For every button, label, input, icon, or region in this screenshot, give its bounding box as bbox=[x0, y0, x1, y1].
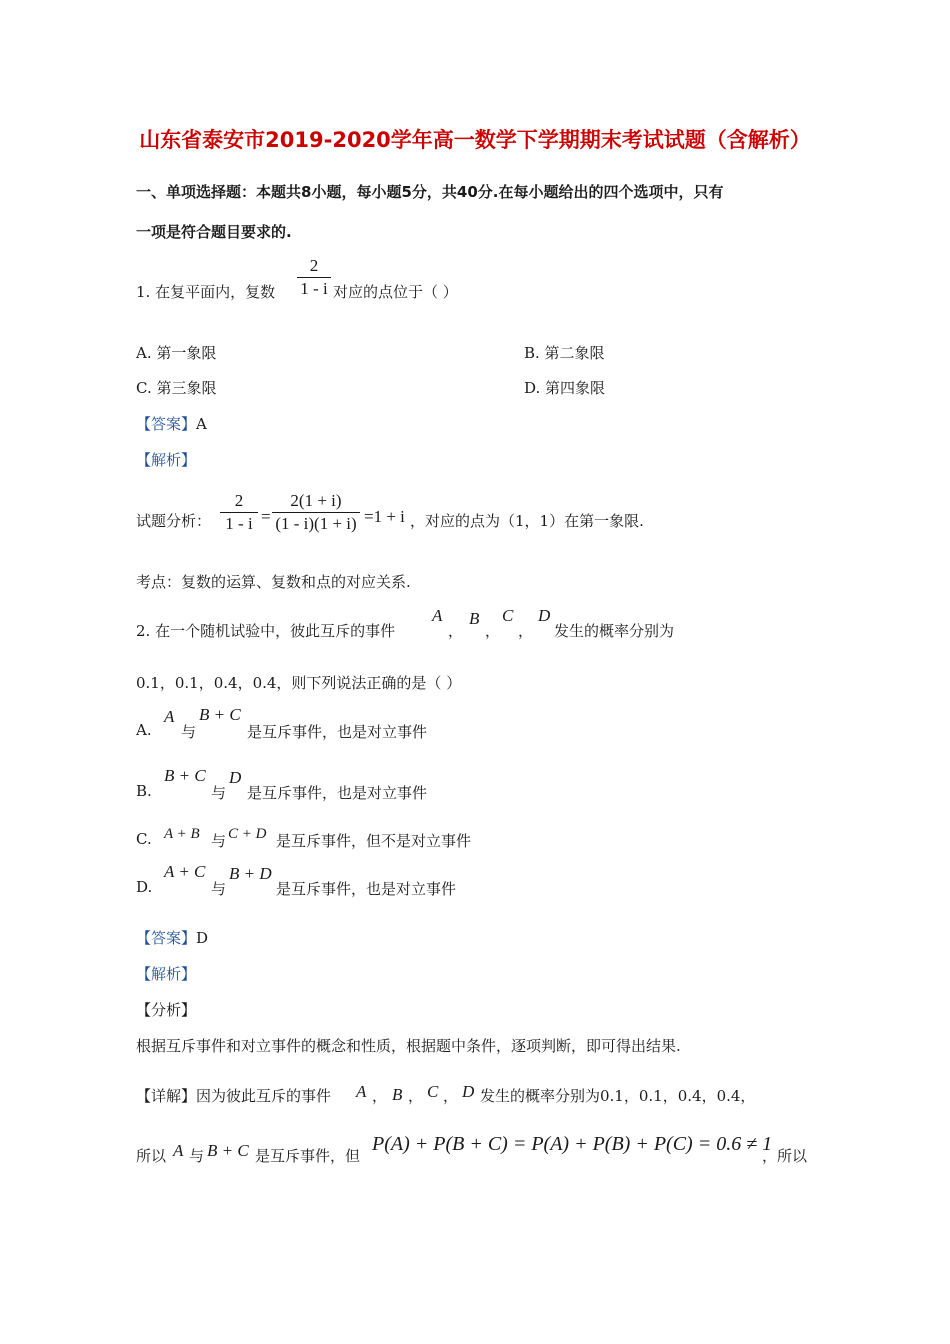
q2-event-c: C bbox=[502, 606, 514, 625]
q1-answer bbox=[136, 413, 207, 434]
q2-option-a-text: 是互斥事件，也是对立事件 bbox=[247, 723, 428, 741]
q2-detail-a: A bbox=[356, 1082, 367, 1101]
q2-fenxi-text: 根据互斥事件和对立事件的概念和性质，根据题中条件，逐项判断，即可得出结果. bbox=[136, 1037, 681, 1055]
q2-option-b-m2: D bbox=[229, 768, 242, 787]
q2-detail-comma-1: ， bbox=[372, 1087, 388, 1105]
q1-fraction-numerator: 2 bbox=[309, 256, 319, 275]
q2-answer-value: D bbox=[196, 929, 209, 947]
q2-comma-2: ， bbox=[485, 622, 501, 640]
q1-solution-f1-num: 2 bbox=[234, 491, 244, 510]
q2-detail-comma-3: ， bbox=[443, 1087, 459, 1105]
q2-detail-text2: 发生的概率分别为0.1，0.1，0.4，0.4， bbox=[480, 1087, 756, 1105]
q2-option-a-m2: B + C bbox=[199, 705, 241, 724]
q2-line1-prefix: 2. 在一个随机试验中，彼此互斥的事件 bbox=[136, 622, 396, 640]
q2-option-d-text: 是互斥事件，也是对立事件 bbox=[276, 880, 457, 898]
q1-suffix: 对应的点位于（ ） bbox=[333, 283, 458, 301]
q1-option-d: D. 第四象限 bbox=[524, 379, 606, 397]
q2-option-a-with: 与 bbox=[181, 723, 197, 741]
q2-last-mid: 是互斥事件，但 bbox=[255, 1147, 361, 1165]
q1-option-c: C. 第三象限 bbox=[136, 379, 217, 397]
q2-last-prefix: 所以 bbox=[136, 1147, 167, 1165]
q1-solution-fraction-1 bbox=[220, 490, 258, 535]
q2-detail-c: C bbox=[427, 1082, 439, 1101]
q2-comma-3: ， bbox=[518, 622, 534, 640]
q2-option-d-m2: B + D bbox=[229, 864, 272, 883]
q2-fenxi-tag: 【分析】 bbox=[136, 1001, 197, 1019]
q2-answer bbox=[136, 927, 208, 948]
q2-option-d-with: 与 bbox=[211, 880, 227, 898]
section-heading-line2: 一项是符合题目要求的. bbox=[136, 223, 292, 241]
q1-fraction-denominator: 1 - i bbox=[300, 279, 328, 298]
q1-solution-f1-den: 1 - i bbox=[225, 514, 253, 533]
q2-detail-tag: 【详解】 bbox=[136, 1087, 197, 1105]
q2-comma-1: ， bbox=[448, 622, 464, 640]
q2-option-c-label: C. bbox=[136, 830, 152, 848]
q1-prefix: 1. 在复平面内，复数 bbox=[136, 283, 276, 301]
q2-event-a: A bbox=[432, 606, 443, 625]
q2-event-b: B bbox=[469, 609, 480, 628]
q1-solution-label: 试题分析： bbox=[136, 512, 212, 530]
q1-solution-result: =1 + i bbox=[364, 507, 405, 526]
q2-analysis-tag: 【解析】 bbox=[136, 965, 197, 983]
q2-detail-d: D bbox=[462, 1082, 475, 1101]
q1-option-a: A. 第一象限 bbox=[136, 344, 217, 362]
q2-option-a-m1: A bbox=[164, 707, 175, 726]
q2-option-b-m1: B + C bbox=[164, 766, 206, 785]
q2-detail-b: B bbox=[392, 1085, 403, 1104]
q2-last-with: 与 bbox=[189, 1147, 205, 1165]
q2-option-d-label: D. bbox=[136, 878, 153, 896]
q2-option-b-text: 是互斥事件，也是对立事件 bbox=[247, 784, 428, 802]
q1-kaodian: 考点：复数的运算、复数和点的对应关系. bbox=[136, 573, 411, 591]
q2-option-a-label: A. bbox=[136, 721, 152, 739]
q1-fraction bbox=[297, 255, 331, 300]
q1-solution-f2-den: (1 - i)(1 + i) bbox=[275, 514, 357, 533]
q1-analysis-tag: 【解析】 bbox=[136, 451, 197, 469]
q2-last-a: A bbox=[173, 1141, 184, 1160]
q1-solution-equals: = bbox=[261, 507, 271, 526]
q2-option-c-m2: C + D bbox=[228, 826, 267, 842]
document-title: 山东省泰安市2019-2020学年高一数学下学期期末考试试题（含解析） bbox=[139, 128, 811, 152]
q2-option-b-label: B. bbox=[136, 782, 152, 800]
q1-answer-tag: 【答案】 bbox=[136, 415, 197, 433]
q1-solution-text: ，对应的点为（1，1）在第一象限. bbox=[410, 512, 644, 530]
q2-option-c-text: 是互斥事件，但不是对立事件 bbox=[276, 832, 472, 850]
q2-event-d: D bbox=[538, 606, 551, 625]
q2-detail-text1: 因为彼此互斥的事件 bbox=[196, 1087, 332, 1105]
q2-line2: 0.1，0.1，0.4，0.4，则下列说法正确的是（ ） bbox=[136, 674, 462, 692]
q2-last-formula: P(A) + P(B + C) = P(A) + P(B) + P(C) = 0.6 ≠ 1 bbox=[372, 1133, 773, 1155]
q2-detail-comma-2: ， bbox=[408, 1087, 424, 1105]
q1-option-b: B. 第二象限 bbox=[524, 344, 605, 362]
q2-answer-tag: 【答案】 bbox=[136, 929, 197, 947]
q1-answer-value: A bbox=[196, 415, 207, 433]
q2-last-suffix: ，所以 bbox=[762, 1147, 808, 1165]
section-heading-line1: 一、单项选择题：本题共8小题，每小题5分，共40分.在每小题给出的四个选项中，只有 bbox=[136, 183, 724, 201]
q1-solution-fraction-2 bbox=[272, 490, 360, 535]
q2-option-c-m1: A + B bbox=[164, 826, 200, 842]
q1-solution-f2-num: 2(1 + i) bbox=[290, 491, 342, 510]
q2-option-d-m1: A + C bbox=[164, 862, 206, 881]
q2-option-b-with: 与 bbox=[211, 784, 227, 802]
q2-last-bc: B + C bbox=[207, 1141, 249, 1160]
q2-detail-line bbox=[136, 1085, 331, 1106]
q2-line1-suffix: 发生的概率分别为 bbox=[554, 622, 675, 640]
q2-option-c-with: 与 bbox=[211, 832, 227, 850]
